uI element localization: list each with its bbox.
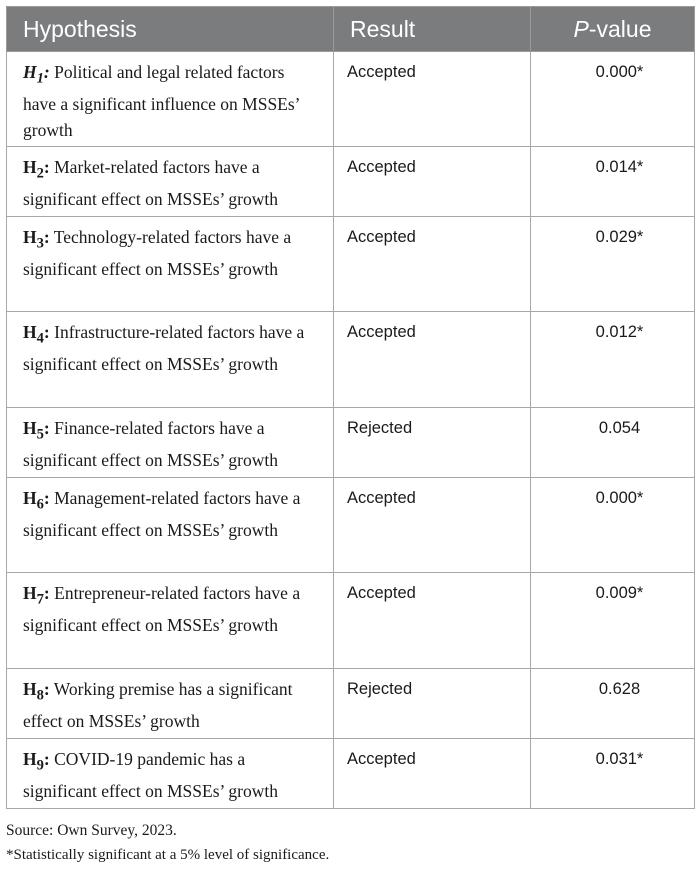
hypothesis-number: 6 [36,496,44,513]
hypothesis-text: Management-related factors have a significant effect on MSSEs’ growth [23,488,301,540]
result-cell: Accepted [334,312,531,408]
result-cell: Rejected [334,408,531,478]
result-cell: Accepted [334,217,531,312]
hypothesis-id [23,62,50,87]
hypothesis-text: Infrastructure-related factors have a significant effect on MSSEs’ growth [23,322,305,374]
table-body [7,52,695,809]
source-note: Source: Own Survey, 2023. [6,822,177,839]
p-value-cell: 0.628 [531,669,695,739]
p-value-cell: 0.000* [531,52,695,147]
hypothesis-letter: H [23,583,37,603]
hypothesis-id [23,322,50,347]
header-hypothesis: Hypothesis [7,7,334,52]
hypothesis-letter: H [23,418,37,438]
hypothesis-cell [7,408,334,478]
hypothesis-text: Political and legal related factors have a significant influence on MSSEs’ growth [23,62,300,140]
header-p-italic: P [573,15,589,42]
hypothesis-colon: : [43,488,50,508]
hypothesis-colon: : [43,157,50,177]
p-value-cell: 0.014* [531,147,695,217]
table-row [7,52,695,147]
hypothesis-number: 5 [36,426,44,443]
result-cell: Accepted [334,739,531,809]
header-p-rest: -value [588,15,652,42]
hypothesis-text: Entrepreneur-related factors have a significant effect on MSSEs’ growth [23,583,301,635]
hypothesis-colon: : [43,583,50,603]
p-value-cell: 0.031* [531,739,695,809]
header-result: Result [334,7,531,52]
hypothesis-colon: : [43,679,50,699]
result-cell: Accepted [334,52,531,147]
table-notes [6,818,329,868]
hypothesis-results-table-wrapper [6,6,694,809]
hypothesis-letter: H [23,62,37,82]
hypothesis-colon: : [43,749,50,769]
table-row [7,669,695,739]
hypothesis-number: 7 [36,591,44,608]
hypothesis-id [23,488,50,513]
hypothesis-id [23,749,50,774]
hypothesis-id [23,679,50,704]
result-cell: Rejected [334,669,531,739]
hypothesis-id [23,227,50,252]
hypothesis-letter: H [23,749,37,769]
table-row [7,217,695,312]
hypothesis-results-table [6,6,695,809]
hypothesis-cell [7,217,334,312]
hypothesis-letter: H [23,227,37,247]
hypothesis-number: 9 [36,757,44,774]
result-cell: Accepted [334,573,531,669]
table-row [7,312,695,408]
p-value-cell: 0.009* [531,573,695,669]
header-p-value [531,7,695,52]
p-value-cell: 0.054 [531,408,695,478]
p-value-cell: 0.029* [531,217,695,312]
hypothesis-letter: H [23,488,37,508]
hypothesis-colon: : [43,227,50,247]
hypothesis-number: 4 [36,330,44,347]
hypothesis-cell [7,573,334,669]
hypothesis-cell [7,478,334,573]
table-row [7,739,695,809]
hypothesis-id [23,157,50,182]
hypothesis-letter: H [23,322,37,342]
hypothesis-cell [7,312,334,408]
hypothesis-cell [7,669,334,739]
hypothesis-text: COVID-19 pandemic has a significant effect on MSSEs’ growth [23,749,279,801]
hypothesis-cell [7,739,334,809]
p-value-cell: 0.000* [531,478,695,573]
table-row [7,573,695,669]
table-row [7,147,695,217]
hypothesis-cell [7,147,334,217]
hypothesis-number: 3 [36,235,44,252]
hypothesis-number: 8 [36,687,44,704]
hypothesis-colon: : [43,322,50,342]
hypothesis-colon: : [43,62,50,82]
result-cell: Accepted [334,478,531,573]
hypothesis-letter: H [23,157,37,177]
hypothesis-colon: : [43,418,50,438]
hypothesis-text: Finance-related factors have a significant effect on MSSEs’ growth [23,418,279,470]
hypothesis-text: Working premise has a significant effect on MSSEs’ growth [23,679,293,731]
table-header-row [7,7,695,52]
hypothesis-number: 1 [36,70,44,87]
table-row [7,478,695,573]
hypothesis-letter: H [23,679,37,699]
hypothesis-cell [7,52,334,147]
hypothesis-text: Technology-related factors have a significant effect on MSSEs’ growth [23,227,292,279]
hypothesis-id [23,418,50,443]
hypothesis-number: 2 [36,165,44,182]
result-cell: Accepted [334,147,531,217]
table-row [7,408,695,478]
hypothesis-text: Market-related factors have a significant effect on MSSEs’ growth [23,157,279,209]
hypothesis-id [23,583,50,608]
significance-note: *Statistically significant at a 5% level of significance. [6,847,330,863]
p-value-cell: 0.012* [531,312,695,408]
